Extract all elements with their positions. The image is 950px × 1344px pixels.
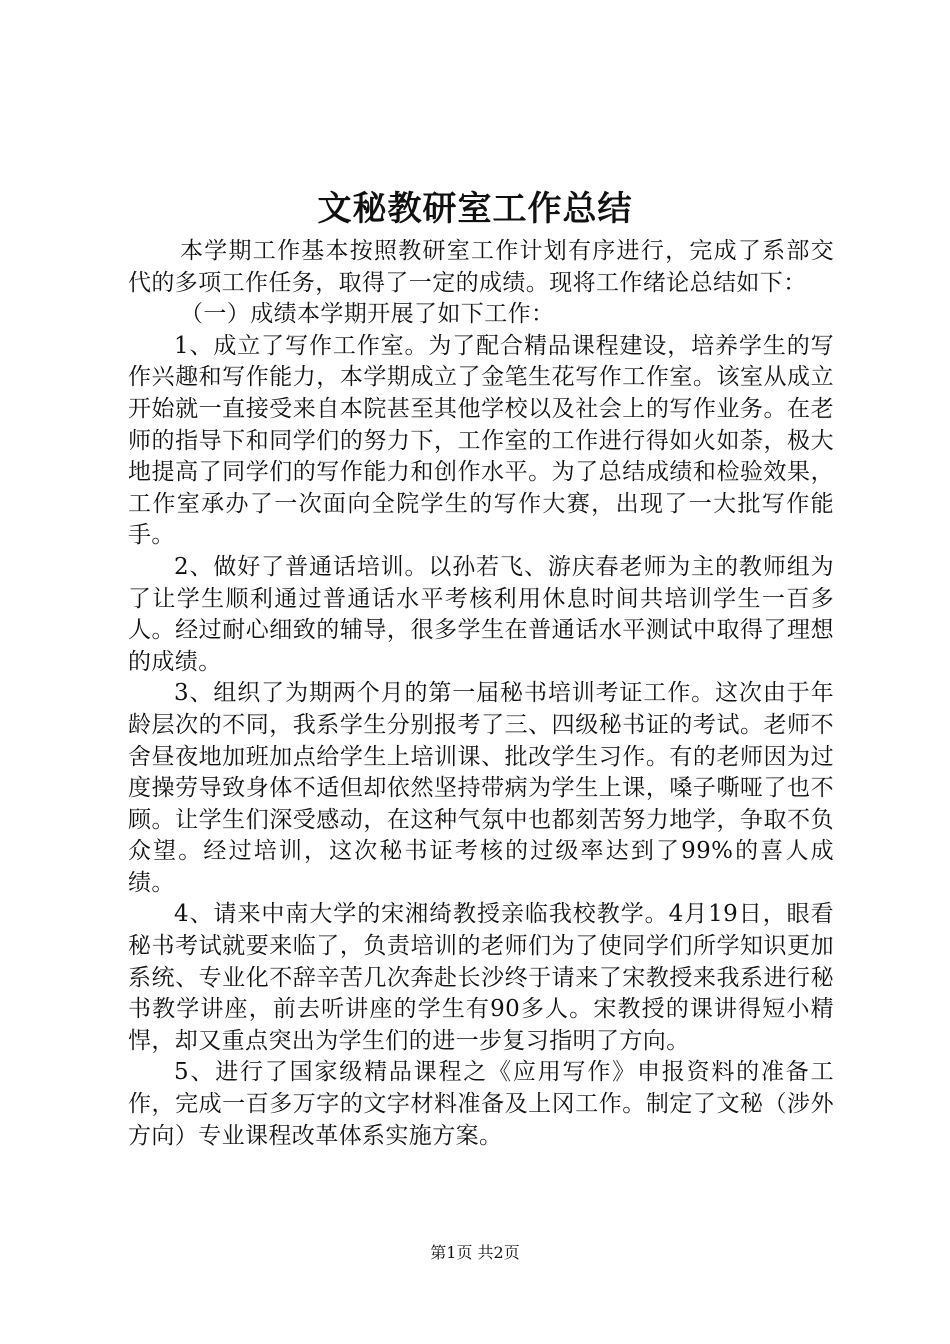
item-paragraph-3: 3、组织了为期两个月的第一届秘书培训考证工作。这次由于年龄层次的不同，我系学生分别报考了三、四级秘书证的考试。老师不舍昼夜地加班加点给学生上培训课、批改学生习作。有的老师因为过度操劳导致身体不适但却依然坚持带病为学生上课，嗓子嘶哑了也不顾。让学生们深受感动，在这种气氛中也都刻苦努力地学，争取不负众望。经过培训，这次秘书证考核的过级率达到了99%的喜人成绩。 [128, 680, 834, 896]
section-heading: （一）成绩本学期开展了如下工作： [180, 301, 555, 328]
item-paragraph-5: 5、进行了国家级精品课程之《应用写作》申报资料的准备工作，完成一百多万字的文字材料准备及上冈工作。制定了文秘（涉外方向）专业课程改革体系实施方案。 [128, 1059, 834, 1149]
document-title: 文秘教研室工作总结 [317, 189, 633, 229]
page-number-footer: 第1页 共2页 [430, 1243, 520, 1262]
item-paragraph-4: 4、请来中南大学的宋湘绮教授亲临我校教学。4月19日，眼看秘书考试就要来临了，负责培训的老师们为了使同学们所学知识更加系统、专业化不辞辛苦几次奔赴长沙终于请来了宋教授来我系进行秘书教学讲座，前去听讲座的学生有90多人。宋教授的课讲得短小精悍，却又重点突出为学生们的进一步复习指明了方向。 [128, 901, 834, 1054]
intro-paragraph: 本学期工作基本按照教研室工作计划有序进行，完成了系部交代的多项工作任务，取得了一定的成绩。现将工作绪论总结如下： [128, 238, 834, 296]
item-paragraph-2: 2、做好了普通话培训。以孙若飞、游庆春老师为主的教师组为了让学生顺利通过普通话水平考核利用休息时间共培训学生一百多人。经过耐心细致的辅导，很多学生在普通话水平测试中取得了理想的成绩。 [128, 553, 834, 675]
document-body [128, 236, 834, 1152]
item-paragraph-1: 1、成立了写作工作室。为了配合精品课程建设，培养学生的写作兴趣和写作能力，本学期成立了金笔生花写作工作室。该室从成立开始就一直接受来自本院甚至其他学校以及社会上的写作业务。在老师的指导下和同学们的努力下，工作室的工作进行得如火如荼，极大地提高了同学们的写作能力和创作水平。为了总结成绩和检验效果，工作室承办了一次面向全院学生的写作大赛，出现了一大批写作能手。 [128, 332, 834, 549]
